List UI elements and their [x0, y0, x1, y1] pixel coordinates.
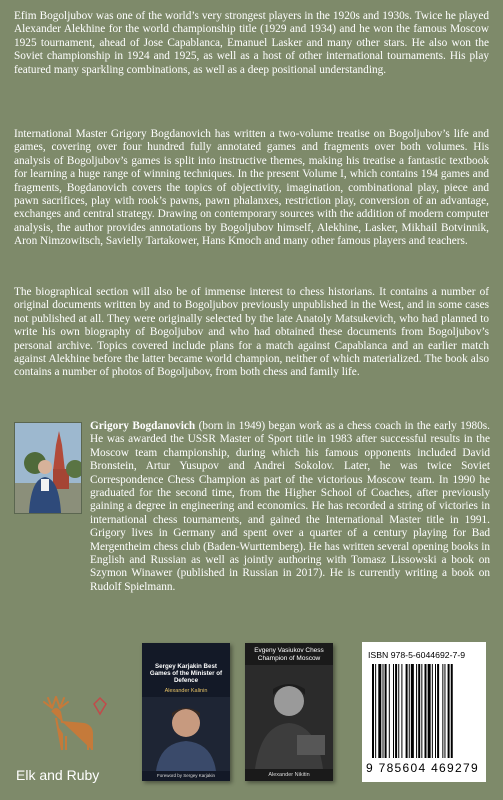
isbn-label: ISBN 978-5-6044692-7-9 — [368, 650, 466, 660]
book-foreword: Foreword by Sergey Karjakin — [156, 773, 216, 778]
book-cover-karjakin — [142, 643, 230, 781]
description-paragraph-2: International Master Grigory Bogdanovich has written a two-volume treatise on Bogoljubov’s life and games, covering over four hundred fully annotated games and fragments over both volumes. His analysis of Bogoljubov’s games is split into instructive themes, making his treatise a fantastic textbook for learning a huge range of winning techniques. In the present Volume I, which contains 194 games and fragments, Bogdanovich covers the topics of objectivity, imagination, combinational play, piece and pawn sacrifices, play with rook’s pawns, pawn phalanxes, restriction play, conversion of an advantage, exchanges and central strategy. Drawing on contemporary sources with the addition of modern computer analysis, the author provides annotations by Bogoljubov himself, Alekhine, Lasker, Mikhail Botvinnik, Aron Nimzowitsch, Savielly Tartakower, Hans Kmoch and many other famous players and teachers. — [14, 128, 489, 248]
barcode — [362, 642, 486, 782]
description-paragraph-3: The biographical section will also be of immense interest to chess historians. It contains a number of original documents written by and to Bogoljubov previously unpublished in the West, and in some cases not published at all. They were originally selected by the late Anatoly Matsukevich, who had planned to write his own biography of Bogoljubov and who had obtained these documents from Bogoljubov’s personal archive. Topics covered include plans for a match against Capablanca and an earlier match against Alekhine before the latter became world champion, neither of which materialized. The book also contains a number of photos of Bogoljubov, from both chess and family life. — [14, 286, 489, 379]
publisher-name: Elk and Ruby — [16, 767, 100, 783]
book-title: Evgeny Vasiukov Chess Champion of Moscow — [254, 647, 324, 662]
barcode-number: 9 785604 469279 — [366, 761, 479, 775]
author-name: Grigory Bogdanovich — [90, 420, 196, 432]
author-bio — [90, 420, 490, 594]
barcode-bars — [370, 664, 478, 762]
book-portrait — [245, 665, 333, 769]
book-author: Alexander Nikitin — [268, 772, 310, 778]
book-title: Sergey Karjakin Best Games of the Minister of Defence — [149, 663, 223, 685]
description-paragraph-1: Efim Bogoljubov was one of the world’s very strongest players in the 1920s and 1930s. Twice he played Alexander Alekhine for the world championship title (1929 and 1934) and he won the famous Moscow 1925 tournament, ahead of Jose Capablanca, Emanuel Lasker and many other stars. He also won the Soviet championship in 1924 and 1925, as well as a host of other international tournaments. His play featured many sparkling combinations, as well as a deep positional understanding. — [14, 10, 489, 76]
book-author: Alexander Kalinin — [164, 688, 208, 694]
book-portrait — [142, 697, 230, 771]
book-cover-vasiukov — [245, 643, 333, 781]
author-bio-text: (born in 1949) began work as a chess coach in the early 1980s. He was awarded the USSR Master of Sport title in 1983 after successful results in the Moscow team championship, during which his famous opponents included David Bronstein, Artur Yusupov and Andrei Sokolov. Later, he was twice Soviet Correspondence Chess Champion as part of the victorious Moscow team. In 1990 he graduated for the second time, from the Higher School of Coaches, after previously gaining a degree in engineering and economics. He has recorded a string of victories in international chess tournaments, and gained the International Master title in 1991. Grigory lives in Germany and spent over a quarter of a century playing for Bad Mergentheim chess club (Baden-Wurttemberg). He has written several opening books in English and Russian as well as jointly authoring with Tomasz Lissowski a book on Szymon Winawer (published in Russian in 2017). He is currently writing a book on Rudolf Spielmann. — [90, 420, 490, 593]
author-photo — [14, 422, 82, 514]
